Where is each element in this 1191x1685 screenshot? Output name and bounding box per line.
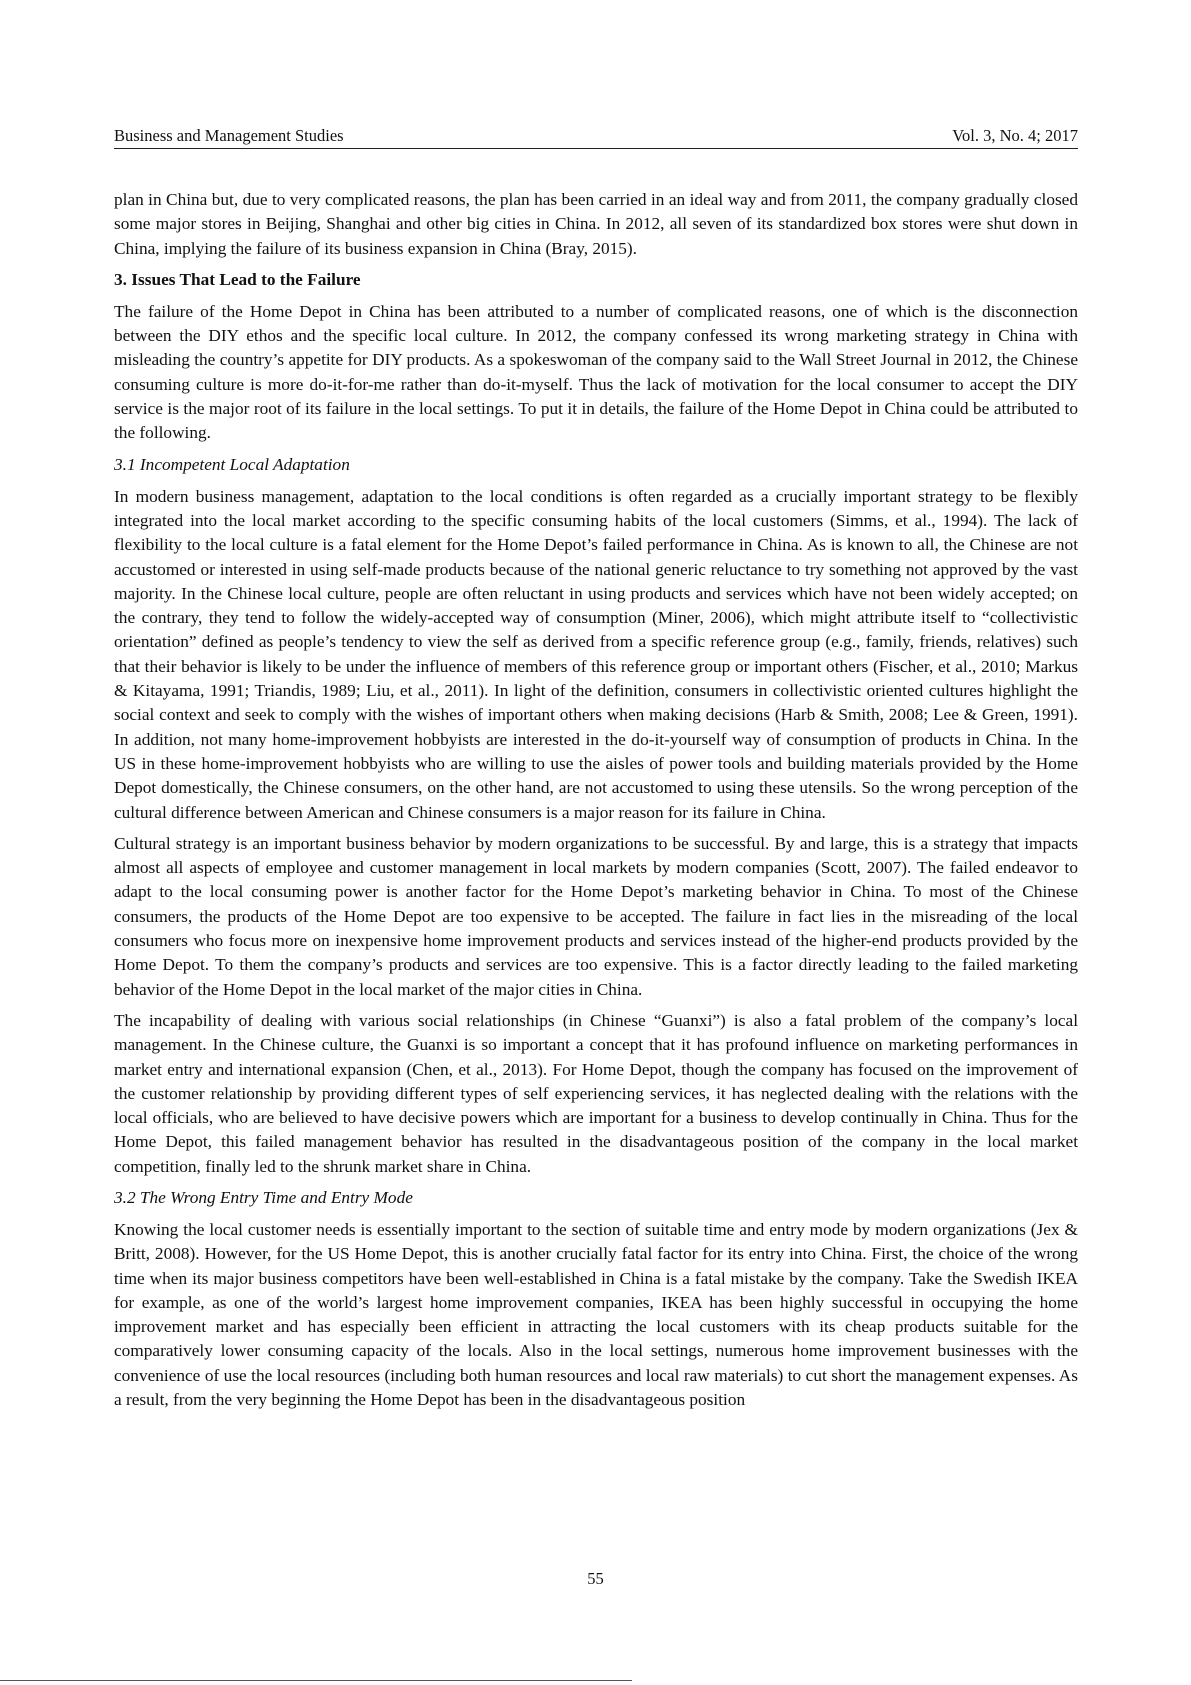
section-3-2-paragraph-1: Knowing the local customer needs is essentially important to the section of suitable time and entry mode by modern organizations (Jex & Britt, 2008). However, for the US Home Depot, this is another crucially fatal factor for its entry into China. First, the choice of the wrong time when its major business competitors have been well-established in China is a fatal mistake by the company. Take the Swedish IKEA for example, as one of the world’s largest home improvement companies, IKEA has been highly successful in occupying the home improvement market and has especially been efficient in attracting the local customers with its cheap products suitable for the comparatively lower consuming capacity of the locals. Also in the local settings, numerous home improvement businesses with the convenience of use the local resources (including both human resources and local raw materials) to cut short the management expenses. As a result, from the very beginning the Home Depot has been in the disadvantageous position bbox=[114, 1219, 1078, 1410]
section-3-1-paragraph-2: Cultural strategy is an important business behavior by modern organizations to be successful. By and large, this is a strategy that impacts almost all aspects of employee and customer management in local markets by modern companies (Scott, 2007). The failed endeavor to adapt to the local consuming power is another factor for the Home Depot’s marketing behavior in China. To most of the Chinese consumers, the products of the Home Depot are too expensive to be accepted. The failure in fact lies in the misreading of the local consumers who focus more on inexpensive home improvement products and services instead of the higher-end products provided by the Home Depot. To them the company’s products and services are too expensive. This is a factor directly leading to the failed marketing behavior of the Home Depot in the local market of the major cities in China. bbox=[114, 833, 1078, 999]
article-body bbox=[114, 188, 1078, 1419]
section-3-1-paragraph-3: The incapability of dealing with various social relationships (in Chinese “Guanxi”) is also a fatal problem of the company’s local management. In the Chinese culture, the Guanxi is so important a concept that it has profound influence on marketing performances in market entry and international expansion (Chen, et al., 2013). For Home Depot, though the company has focused on the improvement of the customer relationship by providing different types of self experiencing services, it has neglected dealing with the relations with the local officials, who are believed to have decisive powers which are important for a business to develop continually in China. Thus for the Home Depot, this failed management behavior has resulted in the disadvantageous position of the company in the local market competition, finally led to the shrunk market share in China. bbox=[114, 1010, 1078, 1176]
volume-info: Vol. 3, No. 4; 2017 bbox=[952, 126, 1078, 145]
section-3-2-heading: 3.2 The Wrong Entry Time and Entry Mode bbox=[114, 1187, 413, 1207]
section-3-1-heading: 3.1 Incompetent Local Adaptation bbox=[114, 454, 350, 474]
section-3-1-paragraph-1: In modern business management, adaptation to the local conditions is often regarded as a crucially important strategy to be flexibly integrated into the local market according to the specific consuming habits of the local customers (Simms, et al., 1994). The lack of flexibility to the local culture is a fatal element for the Home Depot’s failed performance in China. As is known to all, the Chinese are not accustomed or interested in using self-made products because of the national generic reluctance to try something not approved by the vast majority. In the Chinese local culture, people are often reluctant in using products and services which have not been widely accepted; on the contrary, they tend to follow the widely-accepted way of consumption (Miner, 2006), which might attribute itself to “collectivistic orientation” defined as people’s tendency to view the self as derived from a specific reference group (e.g., family, friends, relatives) such that their behavior is likely to be under the influence of members of this reference group or important others (Fischer, et al., 2010; Markus & Kitayama, 1991; Triandis, 1989; Liu, et al., 2011). In light of the definition, consumers in collectivistic oriented cultures highlight the social context and seek to comply with the wishes of important others when making decisions (Harb & Smith, 2008; Lee & Green, 1991). In addition, not many home-improvement hobbyists are interested in the do-it-yourself way of consumption of products in China. In the US in these home-improvement hobbyists who are willing to use the aisles of power tools and building materials provided by the Home Depot domestically, the Chinese consumers, on the other hand, are not accustomed to using these utensils. So the wrong perception of the cultural difference between American and Chinese consumers is a major reason for its failure in China. bbox=[114, 486, 1078, 822]
page-number: 55 bbox=[587, 1569, 604, 1588]
running-header bbox=[114, 124, 1078, 149]
journal-title: Business and Management Studies bbox=[114, 126, 344, 145]
section-3-heading: 3. Issues That Lead to the Failure bbox=[114, 269, 361, 289]
bottom-divider bbox=[0, 1680, 632, 1681]
section-3-paragraph: The failure of the Home Depot in China has been attributed to a number of complicated reasons, one of which is the disconnection between the DIY ethos and the specific local culture. In 2012, the company confessed its wrong marketing strategy in China with misleading the country’s appetite for DIY products. As a spokeswoman of the company said to the Wall Street Journal in 2012, the Chinese consuming culture is more do-it-for-me rather than do-it-myself. Thus the lack of motivation for the local consumer to accept the DIY service is the major root of its failure in the local settings. To put it in details, the failure of the Home Depot in China could be attributed to the following. bbox=[114, 301, 1078, 443]
intro-paragraph: plan in China but, due to very complicated reasons, the plan has been carried in an ideal way and from 2011, the company gradually closed some major stores in Beijing, Shanghai and other big cities in China. In 2012, all seven of its standardized box stores were shut down in China, implying the failure of its business expansion in China (Bray, 2015). bbox=[114, 190, 1078, 258]
